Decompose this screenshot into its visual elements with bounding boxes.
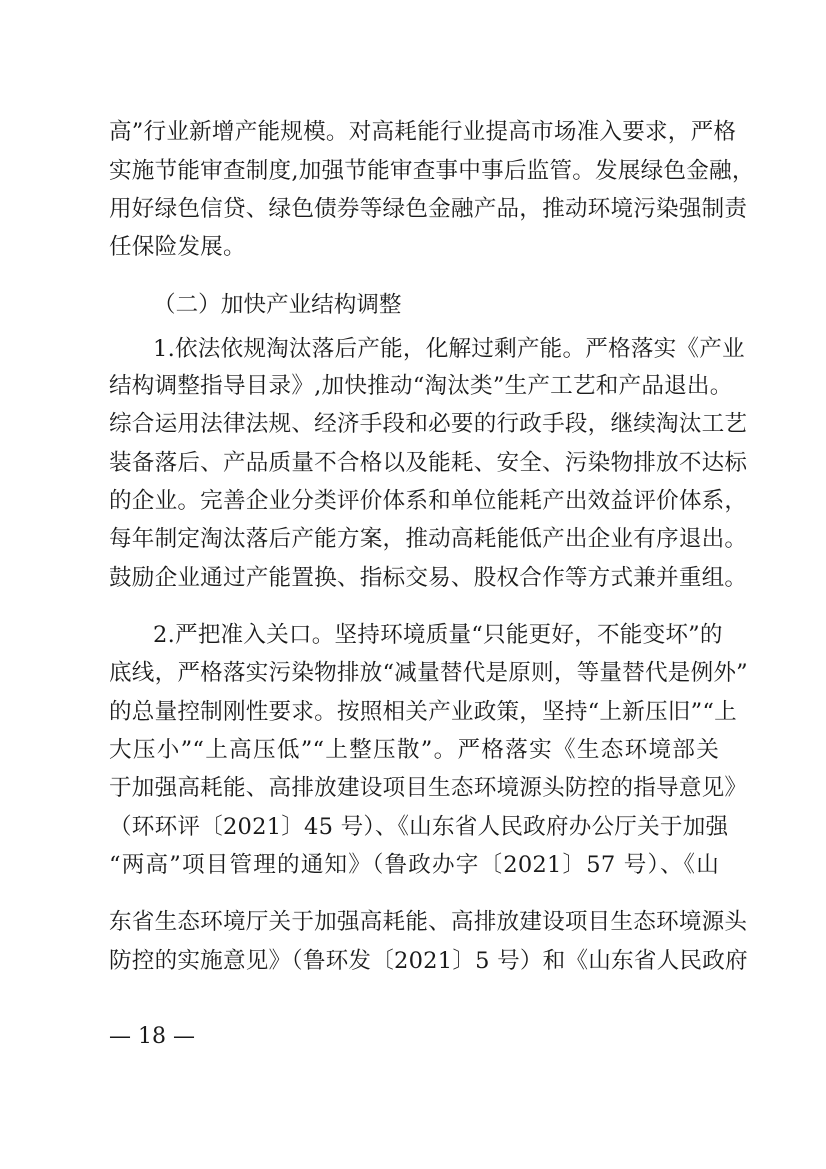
text-line: 2.严把准入关口。坚持环境质量“只能更好，不能变坏”的 [153, 622, 723, 648]
text-line: 的企业。完善企业分类评价体系和单位能耗产出效益评价体系， [109, 488, 748, 514]
text-line: 底线，严格落实污染物排放“减量替代是原则，等量替代是例外” [109, 660, 748, 686]
text-line: 综合运用法律法规、经济手段和必要的行政手段，继续淘汰工艺 [109, 411, 748, 437]
text-line: 鼓励企业通过产能置换、指标交易、股权合作等方式兼并重组。 [109, 565, 748, 591]
text-line: 高”行业新增产能规模。对高耗能行业提高市场准入要求，严格 [109, 119, 737, 145]
text-line: 于加强高耗能、高排放建设项目生态环境源头防控的指导意见》 [109, 775, 748, 801]
text-line: “两高”项目管理的通知》（鲁政办字〔2021〕57 号）、《山 [109, 852, 719, 878]
text-line: 大压小”“上高压低”“上整压散”。严格落实《生态环境部关 [109, 737, 719, 763]
text-line: （环环评〔2021〕45 号）、《山东省人民政府办公厅关于加强 [109, 814, 729, 840]
text-line: 的总量控制刚性要求。按照相关产业政策，坚持“上新压旧”“上 [109, 699, 737, 725]
text-line: 用好绿色信贷、绿色债券等绿色金融产品，推动环境污染强制责 [109, 196, 748, 222]
text-line: 防控的实施意见》（鲁环发〔2021〕5 号）和《山东省人民政府 [109, 948, 748, 974]
text-line: 任保险发展。 [109, 234, 246, 260]
page-number: — 18 — [109, 1024, 195, 1049]
text-line: 装备落后、产品质量不合格以及能耗、安全、污染物排放不达标 [109, 450, 748, 476]
text-line: 结构调整指导目录》,加快推动“淘汰类”生产工艺和产品退出。 [109, 373, 733, 399]
text-line: 实施节能审查制度,加强节能审查事中事后监管。发展绿色金融， [109, 158, 755, 184]
text-line: 每年制定淘汰落后产能方案，推动高耗能低产出企业有序退出。 [109, 526, 748, 552]
section-heading: （二）加快产业结构调整 [153, 292, 402, 318]
text-line: 东省生态环境厅关于加强高耗能、高排放建设项目生态环境源头 [109, 909, 748, 935]
text-line: 1.依法依规淘汰落后产能，化解过剩产能。严格落实《产业 [153, 336, 745, 362]
